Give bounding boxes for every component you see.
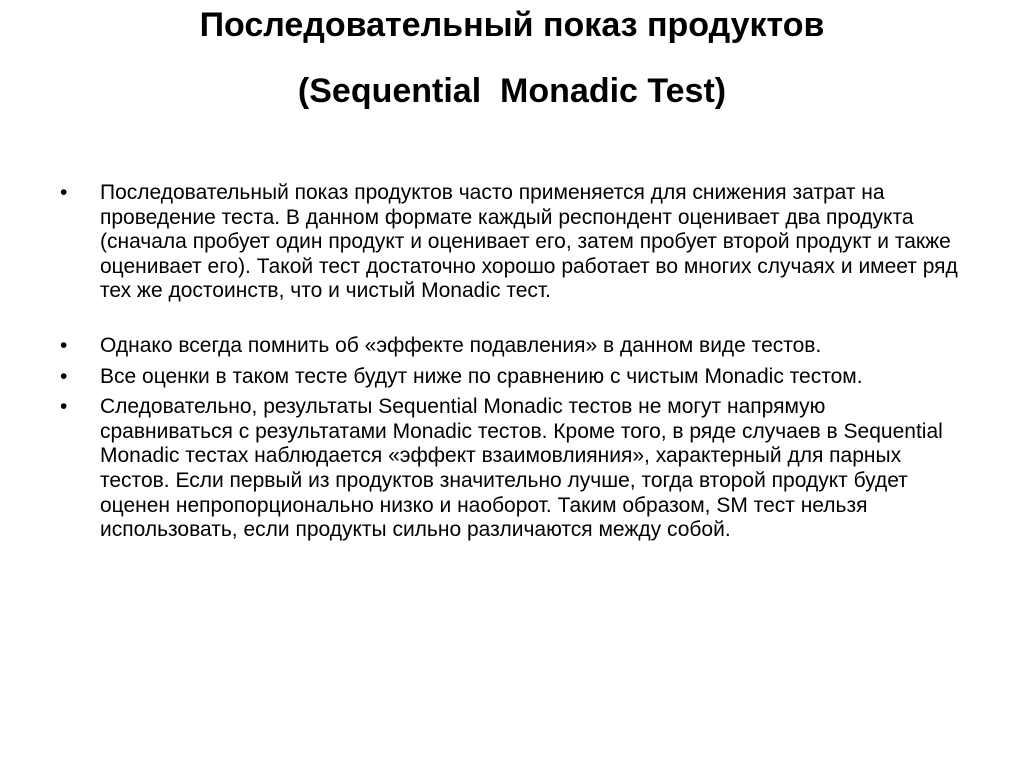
bullet-list (50, 181, 962, 543)
title-line-1: Последовательный показ продуктов (199, 6, 825, 44)
slide-title (0, 6, 1024, 110)
bullet-item (50, 365, 962, 390)
bullet-text: Последовательный показ продуктов часто применяется для снижения затрат на проведение теста. В данном формате каждый респондент оценивает два продукта (сначала пробует один продукт и оценивает его, затем пробует второй продукт и также оценивает его). Такой тест достаточно хорошо работает во многих случаях и имеет ряд тех же достоинств, что и чистый Monadic тест. (100, 181, 958, 303)
bullet-text: Однако всегда помнить об «эффекте подавления» в данном виде тестов. (100, 333, 822, 357)
bullet-dot-icon: • (60, 181, 68, 204)
bullet-item (50, 181, 962, 304)
slide-body (50, 181, 962, 549)
bullet-text: Все оценки в таком тесте будут ниже по сравнению с чистым Monadic тестом. (100, 364, 863, 388)
bullet-dot-icon: • (60, 364, 68, 388)
bullet-item (50, 334, 962, 359)
bullet-dot-icon: • (60, 395, 68, 419)
bullet-dot-icon: • (60, 333, 68, 357)
title-line-2: (Sequential Monadic Test) (297, 72, 727, 110)
bullet-item (50, 395, 962, 543)
bullet-text: Следовательно, результаты Sequential Monadic тестов не могут напрямую сравниваться с результатами Monadic тестов. Кроме того, в ряде случаев в Sequential Monadic тестах наблюдается «эффект взаимовлияния», характерный для парных тестов. Если первый из продуктов значительно лучше, тогда второй продукт будет оценен непропорционально низко и наоборот. Таким образом, SM тест нельзя использовать, если продукты сильно различаются между собой. (100, 395, 943, 542)
